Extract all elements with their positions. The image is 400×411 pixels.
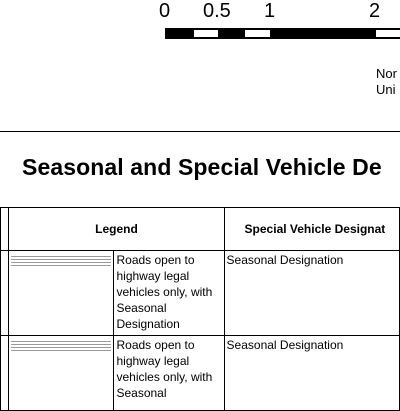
table-row <box>1 251 400 336</box>
gray-road-line-icon <box>11 340 111 352</box>
north-arrow-note <box>376 66 397 98</box>
scale-segment <box>167 30 194 37</box>
scale-label-0-5: 0.5 <box>203 0 231 22</box>
table-header-row <box>1 208 400 251</box>
scale-labels <box>0 0 400 24</box>
designation-value: Seasonal Designation <box>224 336 399 411</box>
legend-header: Legend <box>9 208 224 251</box>
scale-segment <box>218 30 245 37</box>
scale-segment <box>270 30 376 37</box>
scale-segment <box>376 30 400 37</box>
scale-label-0: 0 <box>159 0 171 22</box>
legend-table <box>0 207 400 411</box>
north-note-line2: Uni <box>376 82 396 97</box>
legend-symbol-cell <box>9 336 114 411</box>
table-row <box>1 336 400 411</box>
scale-segment <box>245 30 270 37</box>
scale-segment <box>194 30 218 37</box>
row-blank-cell <box>1 251 9 336</box>
table-header-blank <box>1 208 9 251</box>
scale-label-1: 1 <box>264 0 276 22</box>
scale-label-2: 2 <box>369 0 381 22</box>
gray-road-line-icon <box>11 255 111 267</box>
legend-symbol-cell <box>9 251 114 336</box>
legend-description: Roads open to highway legal vehicles only, with Seasonal <box>114 336 224 411</box>
row-blank-cell <box>1 336 9 411</box>
designation-header: Special Vehicle Designat <box>224 208 399 251</box>
north-note-line1: Nor <box>376 66 397 81</box>
legend-description: Roads open to highway legal vehicles only, with Seasonal Designation <box>114 251 224 336</box>
designation-value: Seasonal Designation <box>224 251 399 336</box>
section-title: Seasonal and Special Vehicle De <box>22 154 382 180</box>
section-divider <box>0 131 400 132</box>
scale-bar <box>165 28 400 39</box>
